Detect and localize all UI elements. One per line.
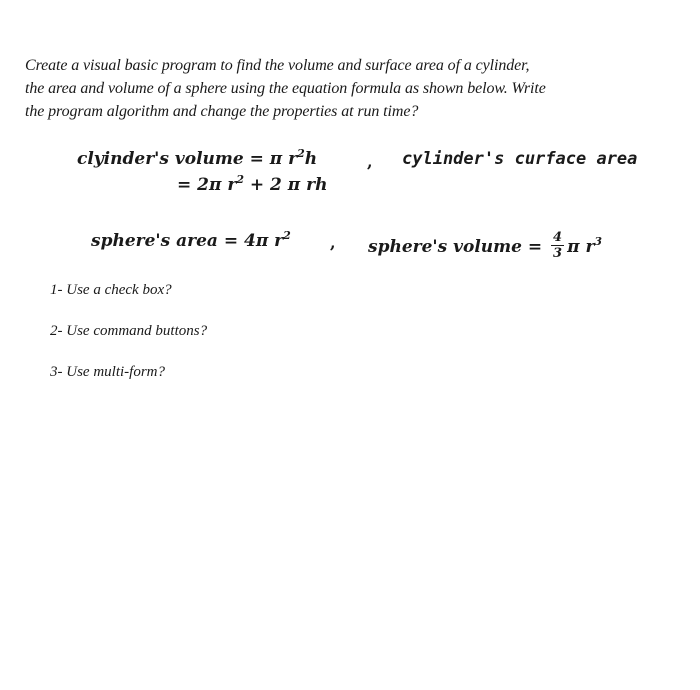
cylinder-volume-exponent: 2 [297, 147, 305, 160]
question-line-1: Create a visual basic program to find the volume and surface area of a cylinder, [25, 57, 530, 74]
question-line-2: the area and volume of a sphere using the equation formula as shown below. Write [25, 80, 546, 97]
sphere-volume-expr: π r [567, 237, 595, 257]
task-item-3: 3- Use multi-form? [50, 364, 165, 380]
sphere-volume-formula [368, 230, 603, 262]
sphere-volume-label: sphere's volume = [368, 237, 549, 257]
cylinder-volume-label: clyinder's volume = [77, 149, 270, 169]
question-text [25, 54, 693, 123]
question-line-3: the program algorithm and change the properties at run time? [25, 103, 419, 120]
fraction-denominator: 3 [553, 246, 563, 261]
sphere-area-expr: 4π r [243, 231, 284, 251]
separator-comma-2: , [330, 233, 336, 252]
task-list [50, 282, 207, 405]
sphere-area-exponent: 2 [283, 229, 291, 242]
cylinder-surface-expr-b: + 2 π rh [243, 175, 328, 195]
cylinder-surface-formula [177, 173, 328, 195]
sphere-volume-exponent: 3 [594, 235, 603, 248]
cylinder-surface-exponent: 2 [236, 173, 244, 186]
cylinder-volume-formula [77, 147, 318, 169]
task-item-1: 1- Use a check box? [50, 282, 172, 298]
cylinder-volume-tail: h [304, 149, 318, 169]
sphere-area-formula [91, 229, 291, 251]
cylinder-volume-expr: π r [269, 149, 298, 169]
sphere-area-label: sphere's area = [91, 231, 244, 251]
task-item-2: 2- Use command buttons? [50, 323, 208, 339]
cylinder-surface-expr-a: = 2π r [177, 175, 237, 195]
fraction-numerator: 4 [553, 230, 563, 245]
separator-comma-1: , [367, 152, 373, 171]
cylinder-surface-label: cylinder's curface area [402, 149, 638, 169]
fraction-four-thirds [551, 231, 564, 260]
